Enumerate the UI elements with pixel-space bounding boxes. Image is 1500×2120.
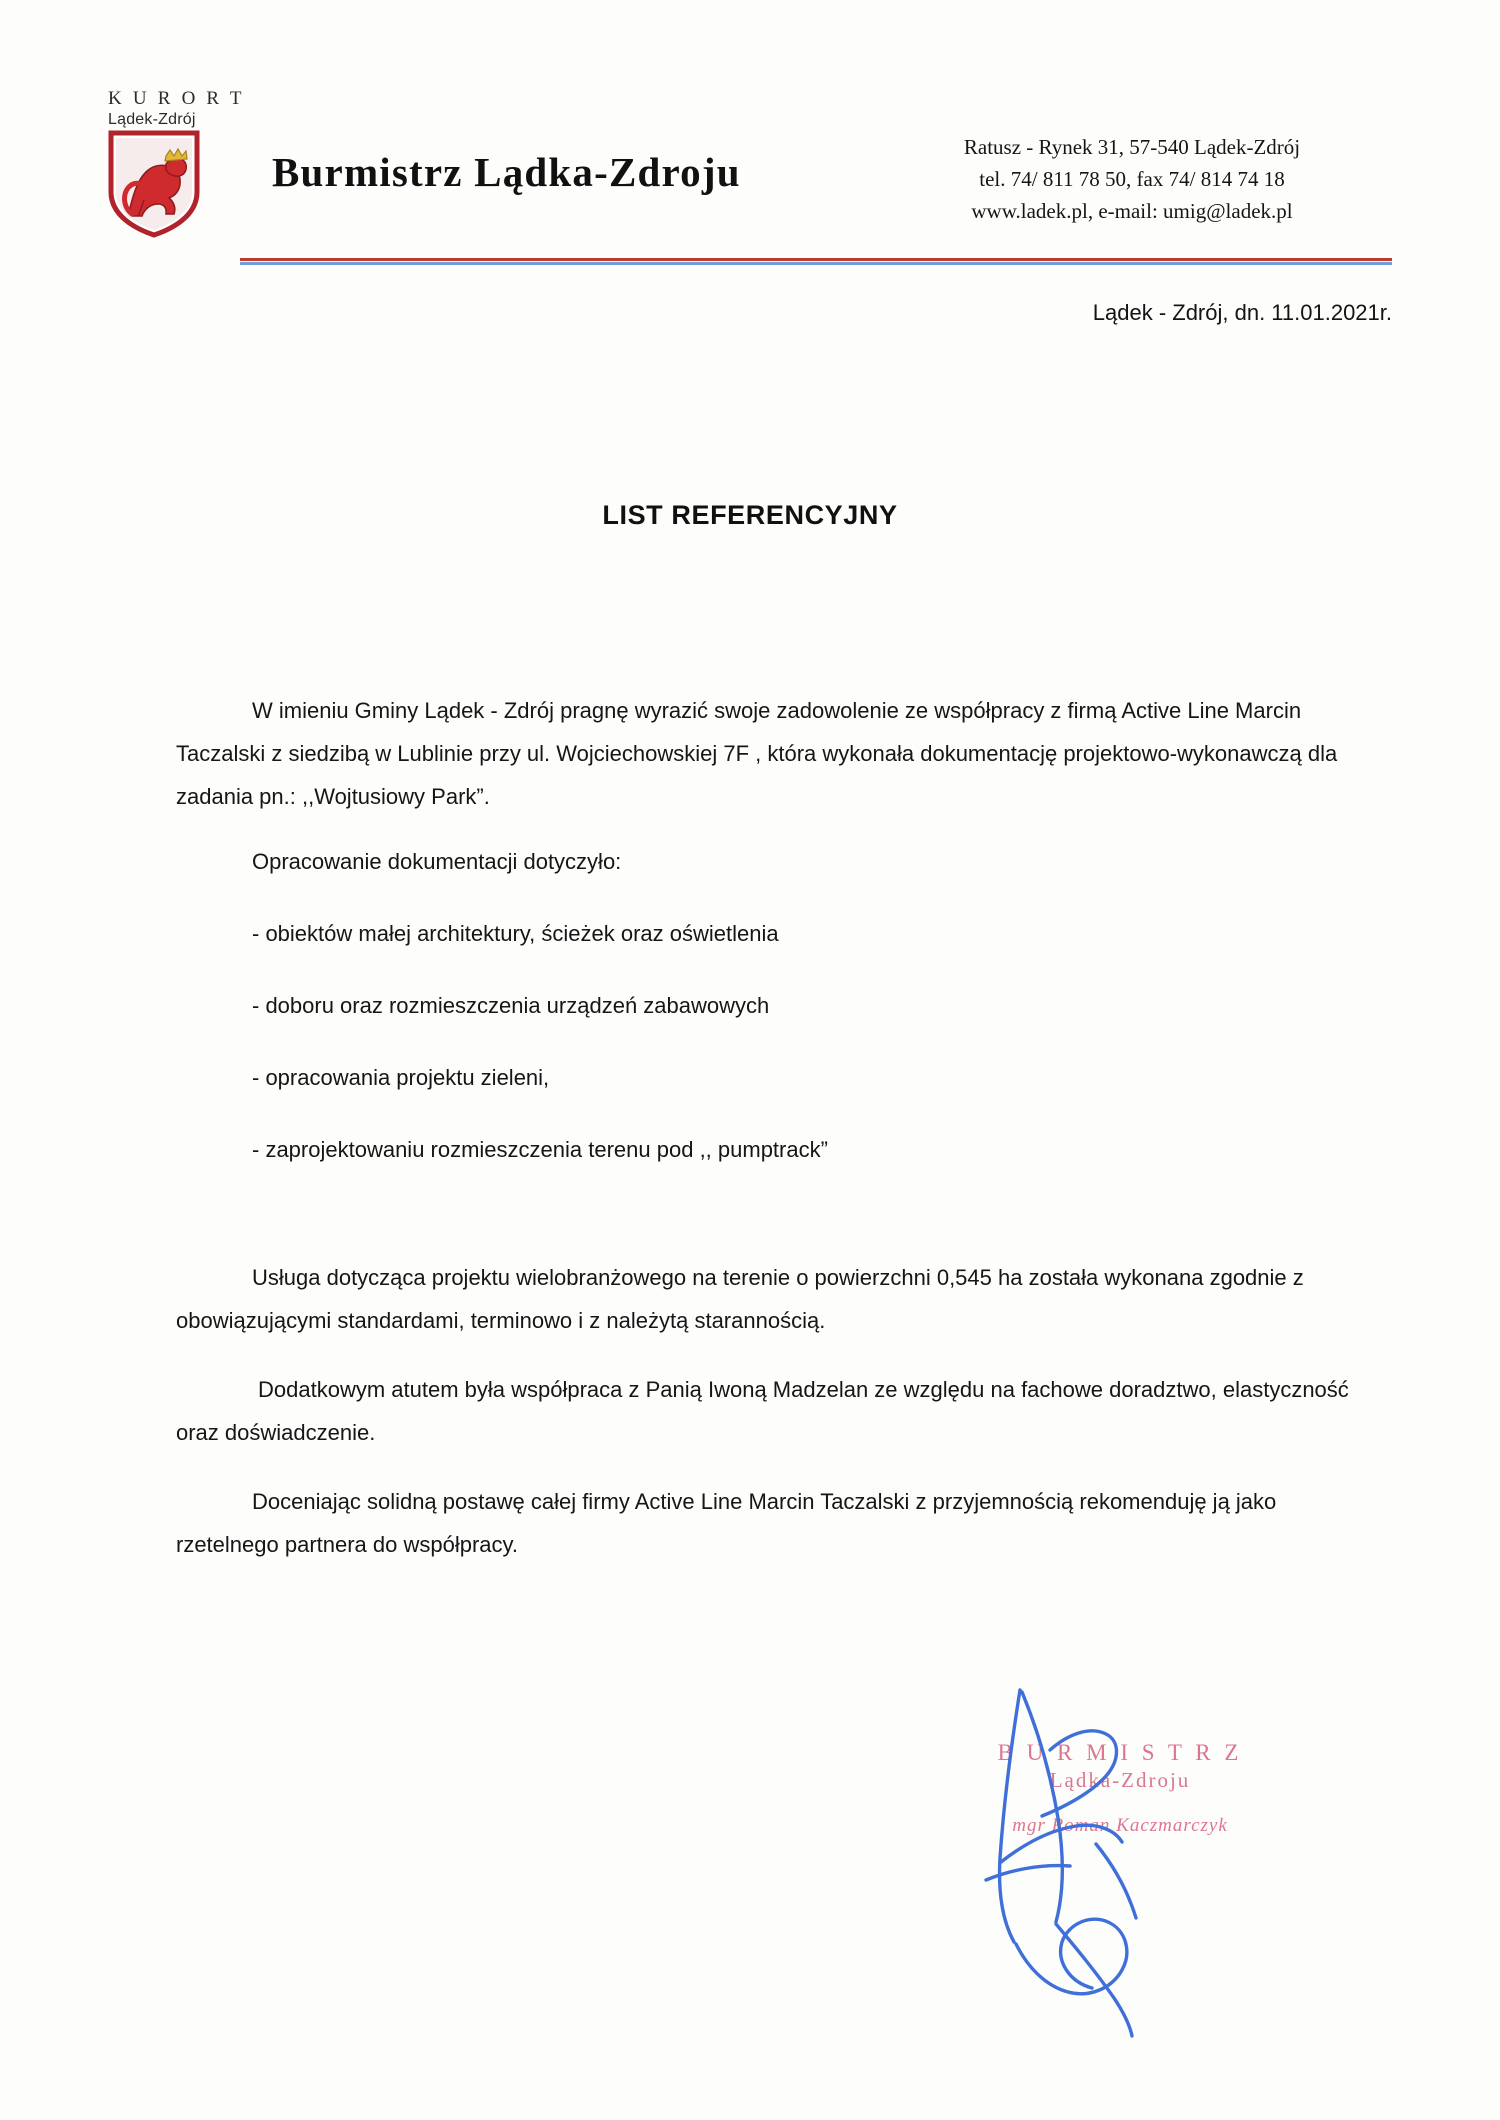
- signature-block: [900, 1630, 1400, 2050]
- letterhead: [0, 0, 1500, 290]
- paragraph-intro: W imieniu Gminy Lądek - Zdrój pragnę wyrazić swoje zadowolenie ze współpracy z firmą Active Line Marcin Taczalski z siedzibą w Lublinie przy ul. Wojciechowskiej 7F , która wykonała dokumentację projektowo-wykonawczą dla zadania pn.: ,,Wojtusiowy Park”.: [176, 698, 1338, 809]
- contact-phone: tel. 74/ 811 78 50, fax 74/ 814 74 18: [979, 166, 1285, 191]
- list-item: - doboru oraz rozmieszczenia urządzeń zabawowych: [252, 992, 770, 1018]
- handwritten-signature: [900, 1630, 1400, 2050]
- contact-block: [872, 132, 1392, 228]
- stamp-line-title: B U R M I S T R Z: [997, 1740, 1243, 1765]
- kurort-logotype: [108, 88, 278, 129]
- document-body: [176, 690, 1350, 1592]
- list-item: - obiektów małej architektury, ścieżek oraz oświetlenia: [252, 920, 779, 946]
- kurort-word: K U R O R T: [108, 88, 245, 109]
- list-item: - zaprojektowaniu rozmieszczenia terenu pod ,, pumptrack”: [252, 1137, 828, 1163]
- section-spacer: [176, 1205, 1350, 1257]
- office-title: Burmistrz Lądka-Zdroju: [272, 149, 741, 195]
- document-date: Lądek - Zdrój, dn. 11.01.2021r.: [1092, 300, 1392, 325]
- stamp-line-name: mgr Roman Kaczmarczyk: [1012, 1815, 1228, 1836]
- header-divider: [240, 258, 1392, 265]
- contact-web-email: www.ladek.pl, e-mail: umig@ladek.pl: [971, 198, 1293, 223]
- paragraph-cooperation: Dodatkowym atutem była współpraca z Panią Iwoną Madzelan ze względu na fachowe doradztwo, elastyczność oraz doświadczenie.: [176, 1376, 1349, 1445]
- divider-line-blue: [240, 262, 1392, 265]
- paragraph-recommendation: Doceniając solidną postawę całej firmy Active Line Marcin Taczalski z przyjemnością rekomenduję ją jako rzetelnego partnera do współpracy.: [176, 1488, 1277, 1557]
- list-item: - opracowania projektu zieleni,: [252, 1064, 550, 1090]
- paragraph-service: Usługa dotycząca projektu wielobranżowego na terenie o powierzchni 0,545 ha została wykonana zgodnie z obowiązującymi standardami, terminowo i z należytą starannością.: [176, 1265, 1304, 1334]
- kurort-subtitle: Lądek-Zdrój: [108, 110, 196, 128]
- contact-address: Ratusz - Rynek 31, 57-540 Lądek-Zdrój: [963, 135, 1301, 159]
- stamp-line-city: Lądka-Zdroju: [1049, 1768, 1191, 1792]
- document-title: LIST REFERENCYJNY: [602, 500, 898, 530]
- list-heading: Opracowanie dokumentacji dotyczyło:: [252, 848, 622, 874]
- coat-of-arms-icon: [108, 130, 200, 238]
- divider-line-red: [240, 258, 1392, 261]
